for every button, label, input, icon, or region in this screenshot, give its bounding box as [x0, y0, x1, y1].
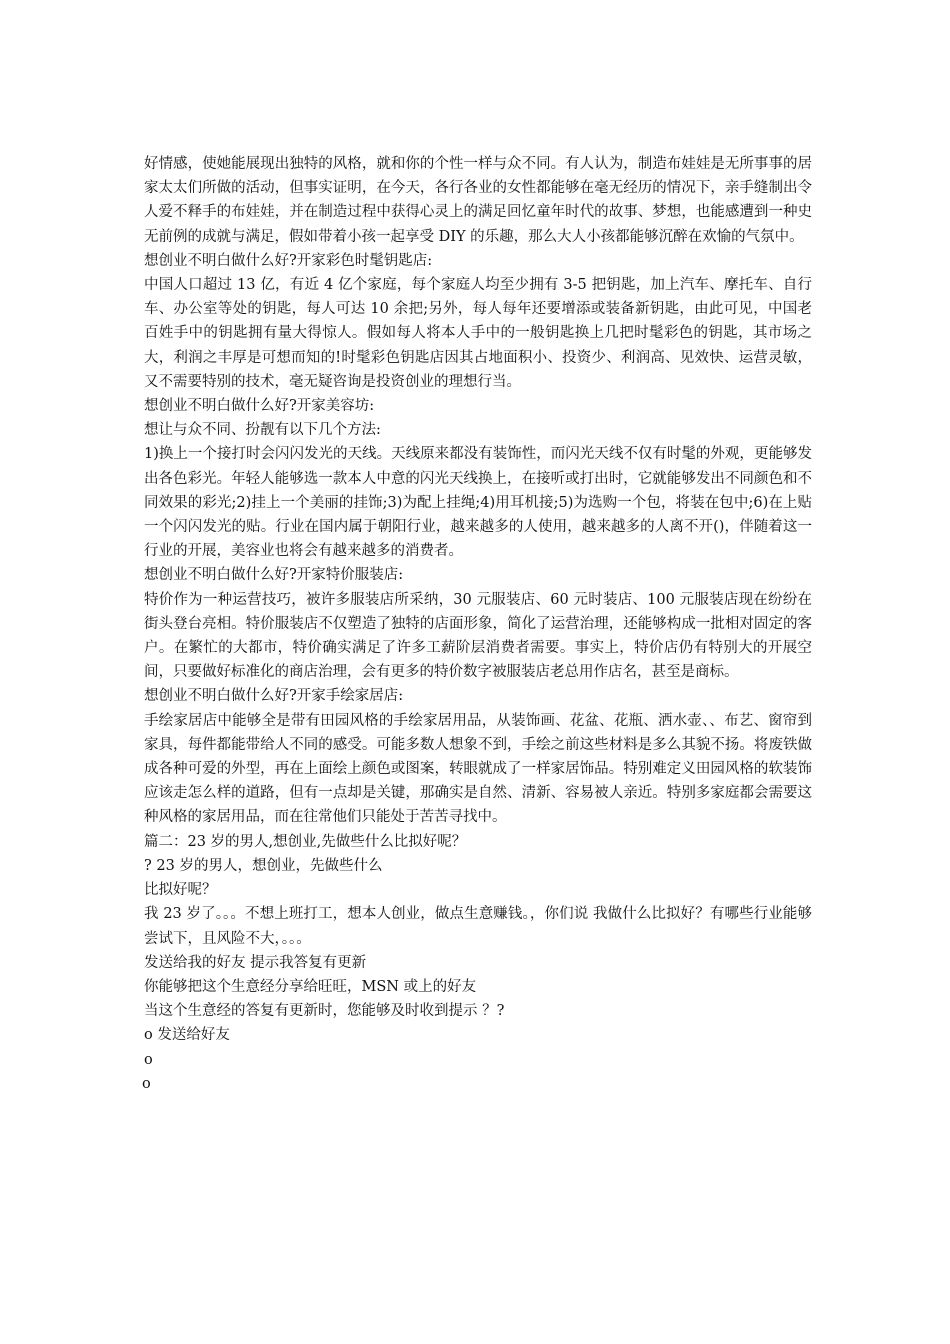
- bullet-send-to-friend: o 发送给好友: [144, 1027, 230, 1044]
- heading-beauty-shop: 想创业不明白做什么好?开家美容坊:: [144, 398, 375, 415]
- document-body: [144, 152, 812, 1096]
- share-hint-line: 你能够把这个生意经分享给旺旺，MSN 或上的好友: [144, 978, 477, 995]
- heading-discount-clothing: 想创业不明白做什么好?开家特价服装店:: [144, 567, 404, 584]
- heading-handpainted-home: 想创业不明白做什么好?开家手绘家居店:: [144, 688, 404, 705]
- section-title-part-two: 篇二：23 岁的男人,想创业,先做些什么比拟好呢？: [144, 833, 467, 850]
- bullet-empty-1: o: [144, 1051, 153, 1068]
- share-options-line: 发送给我的好友 提示我答复有更新: [144, 954, 367, 971]
- update-hint-line: 当这个生意经的答复有更新时，您能够及时收到提示 ？?: [144, 1003, 505, 1020]
- paragraph-doll-intro: 好情感，使她能展现出独特的风格，就和你的个性一样与众不同。有人认为，制造布娃娃是无所事事的居家太太们所做的活动，但事实证明，在今天，各行各业的女性都能够在毫无经历的情况下，亲手缝制出令人爱不释手的布娃娃，并在制造过程中获得心灵上的满足回忆童年时代的故事、梦想，也能感遭到一种史无前例的成就与满足，假如带着小孩一起享受 DIY 的乐趣，那么大人小孩都能够沉醉在欢愉的气氛中。: [144, 156, 812, 245]
- question-line-2: 比拟好呢？: [144, 882, 217, 899]
- question-line-1: ? 23 岁的男人，想创业，先做些什么: [144, 857, 383, 874]
- paragraph-beauty-methods: 想让与众不同、扮靓有以下几个方法:: [144, 422, 381, 439]
- paragraph-handpainted-home: 手绘家居店中能够全是带有田园风格的手绘家居用品，从装饰画、花盆、花瓶、洒水壶、、布艺、窗帘到家具，每件都能带给人不同的感受。可能多数人想象不到，手绘之前这些材料是多么其貌不扬。将废铁做成各种可爱的外型，再在上面绘上颜色或图案，转眼就成了一样家居饰品。特别难定义田园风格的软装饰应该走怎么样的道路，但有一点却是关键，那确实是自然、清新、容易被人亲近。特别多家庭都会需要这种风格的家居用品，而在往常他们只能处于苦苦寻找中。: [144, 712, 812, 826]
- heading-key-shop: 想创业不明白做什么好?开家彩色时髦钥匙店:: [144, 252, 433, 269]
- paragraph-key-shop: 中国人口超过 13 亿，有近 4 亿个家庭，每个家庭人均至少拥有 3-5 把钥匙，加上汽车、摩托车、自行车、办公室等处的钥匙，每人可达 10 余把;另外，每人每年还要增添或装备新钥匙，由此可见，中国老百姓手中的钥匙拥有量大得惊人。假如每人将本人手中的一般钥匙换上几把时髦彩色的钥匙，其市场之大，利润之丰厚是可想而知的!时髦彩色钥匙店因其占地面积小、投资少、利润高、见效快、运营灵敏，又不需要特别的技术，毫无疑咨询是投资创业的理想行当。: [144, 277, 812, 390]
- question-body: 我 23 岁了。。。不想上班打工，想本人创业，做点生意赚钱。，你们说 我做什么比拟好？有哪些行业能够尝试下，且风险不大，。。。: [144, 906, 812, 947]
- paragraph-discount-clothing: 特价作为一种运营技巧，被许多服装店所采纳，30 元服装店、60 元时装店、100 元服装店现在纷纷在街头登台亮相。特价服装店不仅塑造了独特的店面形象，简化了运营治理，还能够构成一批相对固定的客户。在繁忙的大都市，特价确实满足了许多工薪阶层消费者需要。事实上，特价店仍有特别大的开展空间，只要做好标准化的商店治理，会有更多的特价数字被服装店老总用作店名，甚至是商标。: [144, 591, 812, 681]
- bullet-empty-2: o: [142, 1075, 151, 1092]
- paragraph-beauty-list: 1)换上一个接打时会闪闪发光的天线。天线原来都没有装饰性，而闪光天线不仅有时髦的外观，更能够发出各色彩光。年轻人能够选一款本人中意的闪光天线换上，在接听或打出时，它就能够发出不同颜色和不同效果的彩光;2)挂上一个美丽的挂饰;3)为配上挂绳;4)用耳机接;5)为选购一个包，将装在包中;6)在上贴一个闪闪发光的贴。行业在国内属于朝阳行业，越来越多的人使用，越来越多的人离不开()，伴随着这一行业的开展，美容业也将会有越来越多的消费者。: [144, 446, 812, 560]
